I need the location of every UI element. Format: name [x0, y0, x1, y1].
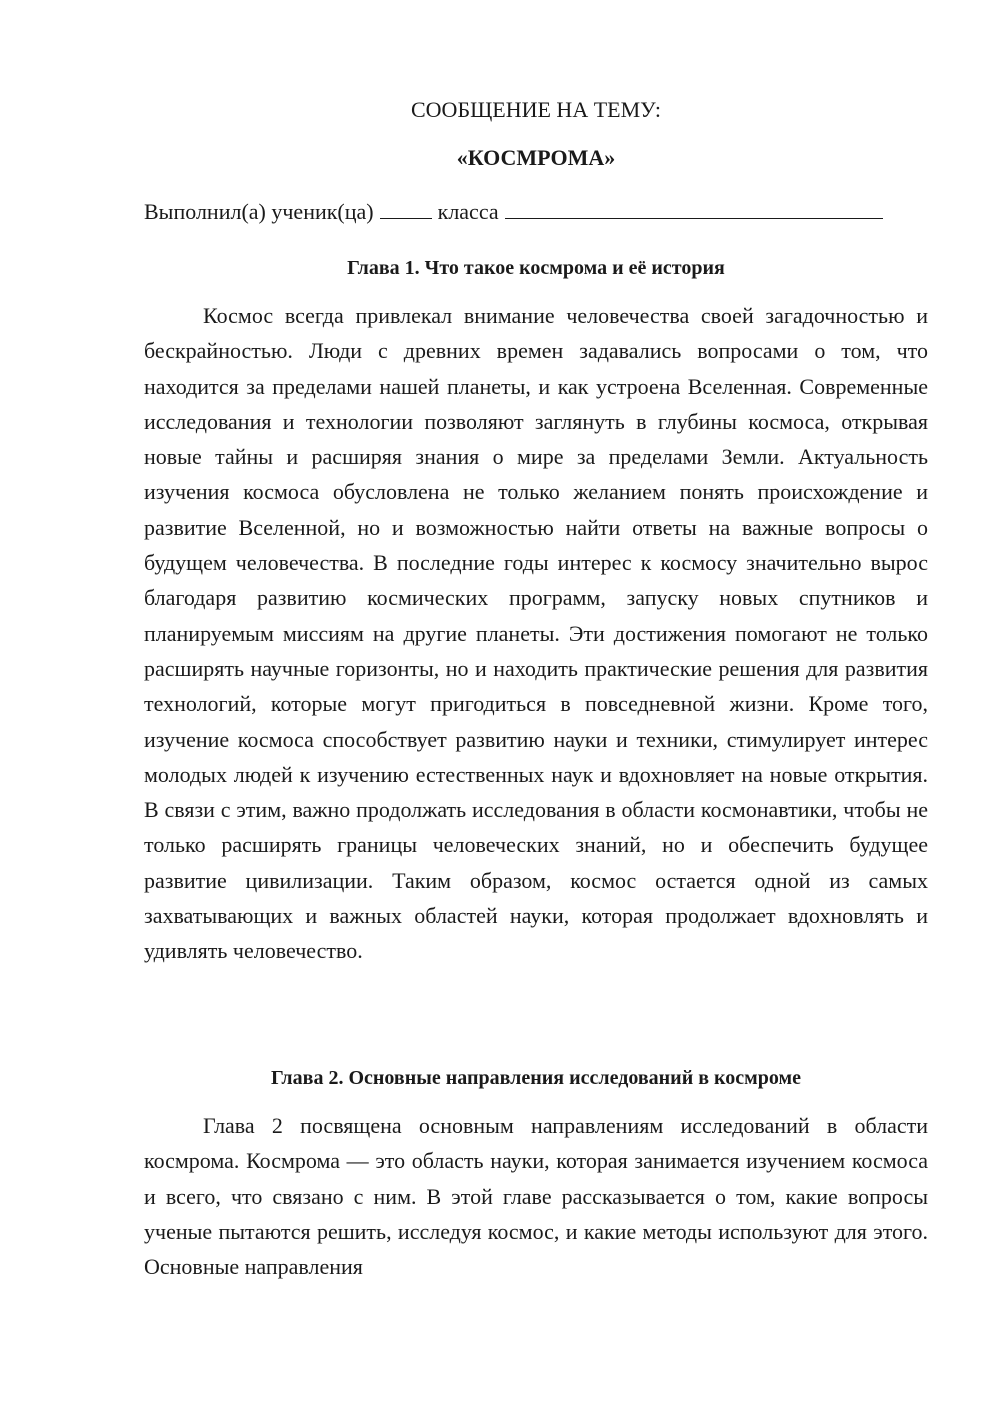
document-topic: «КОСМРОМА» — [456, 145, 616, 170]
class-label: класса — [437, 199, 499, 224]
document-heading: СООБЩЕНИЕ НА ТЕМУ: — [411, 97, 661, 122]
chapter-1-heading: Глава 1. Что такое космрома и её история — [347, 257, 725, 279]
chapter-2-heading: Глава 2. Основные направления исследований в космроме — [270, 1067, 802, 1089]
chapter-1-paragraph: Космос всегда привлекал внимание человечества своей загадочностью и бескрайностью. Люди с древних времен задавались вопросами о том, что находится за пределами нашей планеты, и как устроена Вселенная. Современные исследования и технологии позволяют заглянуть в глубины космоса, открывая новые тайны и расширяя знания о мире за пределами Земли. Актуальность изучения космоса обусловлена не только желанием понять происхождение и развитие Вселенной, но и возможностью найти ответы на важные вопросы о будущем человечества. В последние годы интерес к космосу значительно вырос благодаря развитию космических программ, запуску новых спутников и планируемым миссиям на другие планеты. Эти достижения помогают не только расширять научные горизонты, но и находить практические решения для развития технологий, которые могут пригодиться в повседневной жизни. Кроме того, изучение космоса способствует развитию науки и техники, стимулирует интерес молодых людей к изучению естественных наук и вдохновляет на новые открытия. В связи с этим, важно продолжать исследования в области космонавтики, чтобы не только расширять границы человеческих знаний, но и обеспечить будущее развитие цивилизации. Таким образом, космос остается одной из самых захватывающих и важных областей науки, которая продолжает вдохновлять и удивлять человечество. — [144, 303, 928, 964]
author-label: Выполнил(а) ученик(ца) — [144, 199, 374, 224]
author-line — [144, 197, 928, 227]
class-blank-field[interactable] — [380, 198, 432, 219]
chapter-2-paragraph: Глава 2 посвящена основным направлениям исследований в области космрома. Космрома — это область науки, которая занимается изучением космоса и всего, что связано с ним. В этой главе рассказывается о том, какие вопросы ученые пытаются решить, исследуя космос, и какие методы используют для этого. Основные направления — [144, 1113, 928, 1280]
name-blank-field[interactable] — [505, 198, 883, 219]
